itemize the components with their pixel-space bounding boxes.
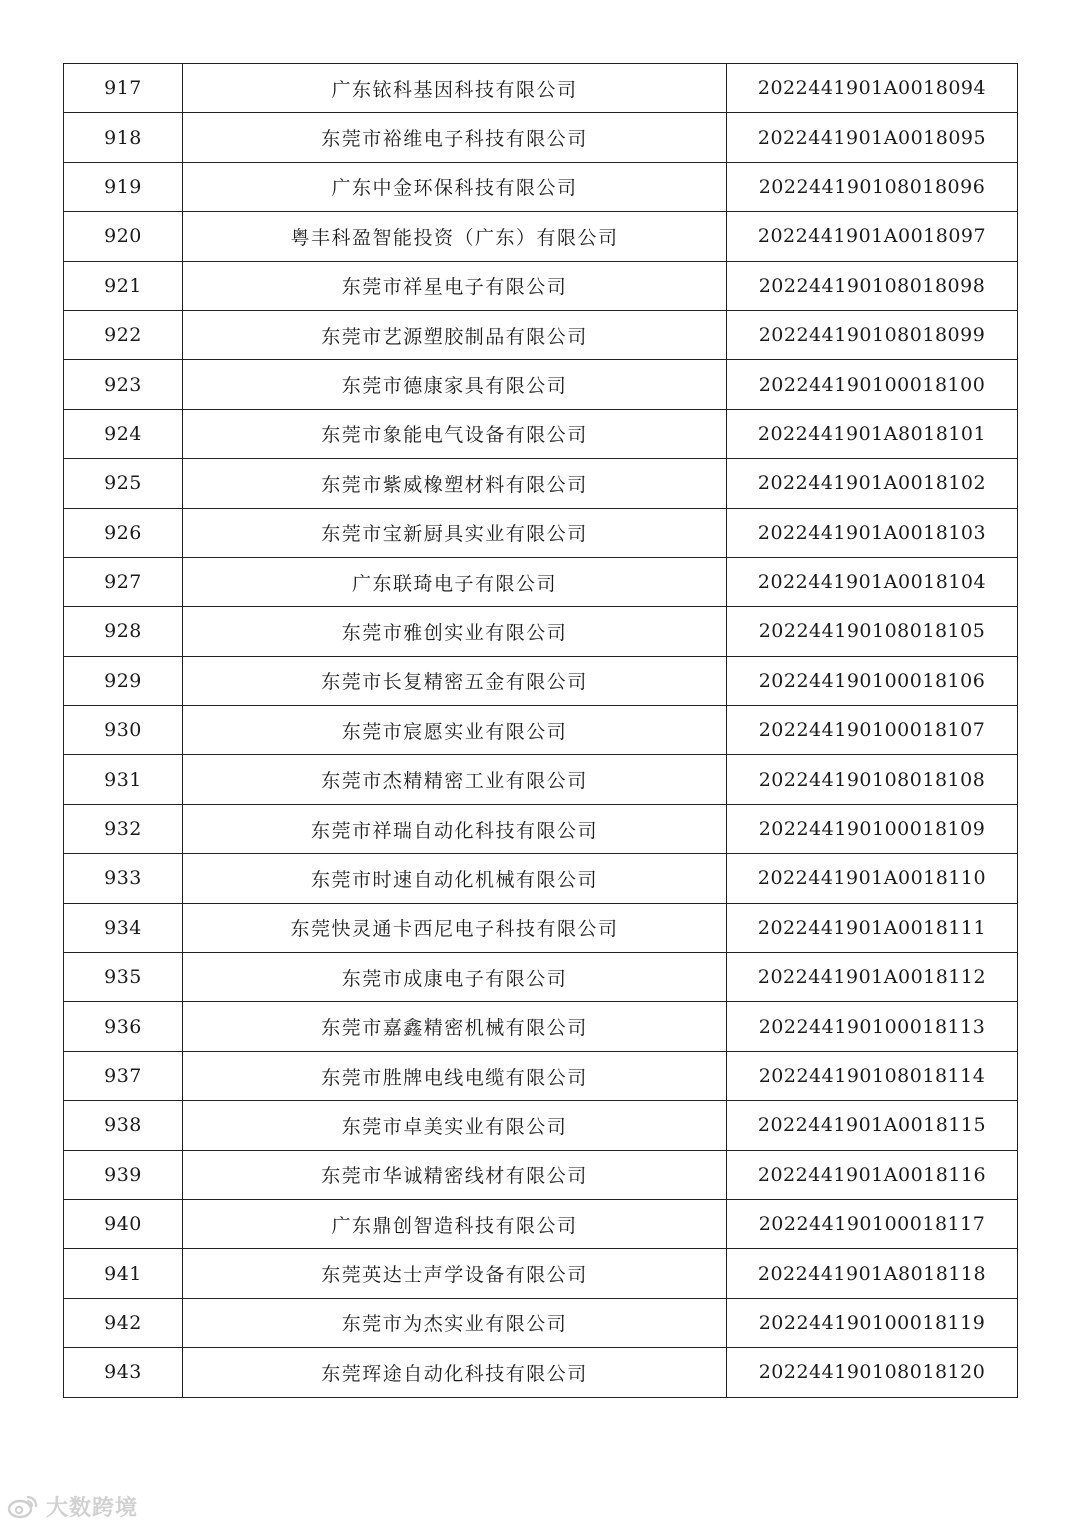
registration-code-cell: 202244190108018105 [727, 607, 1018, 656]
row-number-cell: 926 [64, 508, 183, 557]
registration-code-cell: 2022441901A0018115 [727, 1101, 1018, 1150]
company-name-cell: 东莞市长复精密五金有限公司 [183, 656, 727, 705]
weibo-logo-icon [6, 1493, 40, 1519]
table-row [64, 903, 1018, 952]
table-body [64, 64, 1018, 1398]
row-number-cell: 938 [64, 1101, 183, 1150]
table-row [64, 113, 1018, 162]
table-row [64, 1051, 1018, 1100]
registration-code-cell: 202244190100018113 [727, 1002, 1018, 1051]
table-row [64, 706, 1018, 755]
row-number-cell: 929 [64, 656, 183, 705]
company-name-cell: 东莞市华诚精密线材有限公司 [183, 1150, 727, 1199]
registration-code-cell: 202244190108018098 [727, 261, 1018, 310]
table-row [64, 607, 1018, 656]
row-number-cell: 924 [64, 409, 183, 458]
company-name-cell: 东莞市象能电气设备有限公司 [183, 409, 727, 458]
company-name-cell: 东莞市艺源塑胶制品有限公司 [183, 310, 727, 359]
table-row [64, 1199, 1018, 1248]
row-number-cell: 933 [64, 854, 183, 903]
row-number-cell: 925 [64, 459, 183, 508]
company-name-cell: 东莞市裕维电子科技有限公司 [183, 113, 727, 162]
registration-code-cell: 202244190108018114 [727, 1051, 1018, 1100]
registration-code-cell: 2022441901A0018102 [727, 459, 1018, 508]
company-name-cell: 东莞市祥星电子有限公司 [183, 261, 727, 310]
table-row [64, 360, 1018, 409]
registration-code-cell: 2022441901A0018103 [727, 508, 1018, 557]
registration-code-cell: 202244190100018107 [727, 706, 1018, 755]
table-row [64, 64, 1018, 113]
registration-code-cell: 2022441901A8018101 [727, 409, 1018, 458]
company-name-cell: 东莞市紫威橡塑材料有限公司 [183, 459, 727, 508]
company-name-cell: 广东联琦电子有限公司 [183, 557, 727, 606]
registration-code-cell: 2022441901A0018111 [727, 903, 1018, 952]
table-row [64, 854, 1018, 903]
registration-code-cell: 202244190108018120 [727, 1348, 1018, 1397]
registration-code-cell: 2022441901A0018094 [727, 64, 1018, 113]
row-number-cell: 927 [64, 557, 183, 606]
registration-code-cell: 202244190108018096 [727, 162, 1018, 211]
registration-code-cell: 2022441901A0018095 [727, 113, 1018, 162]
row-number-cell: 931 [64, 755, 183, 804]
company-name-cell: 广东铱科基因科技有限公司 [183, 64, 727, 113]
row-number-cell: 941 [64, 1249, 183, 1298]
table-row [64, 1101, 1018, 1150]
company-name-cell: 东莞珲途自动化科技有限公司 [183, 1348, 727, 1397]
company-name-cell: 东莞市时速自动化机械有限公司 [183, 854, 727, 903]
company-name-cell: 粤丰科盈智能投资（广东）有限公司 [183, 212, 727, 261]
table-row [64, 1348, 1018, 1397]
row-number-cell: 942 [64, 1298, 183, 1347]
row-number-cell: 940 [64, 1199, 183, 1248]
registration-code-cell: 202244190100018117 [727, 1199, 1018, 1248]
company-name-cell: 东莞市杰精精密工业有限公司 [183, 755, 727, 804]
registration-code-cell: 202244190100018109 [727, 804, 1018, 853]
row-number-cell: 923 [64, 360, 183, 409]
table-row [64, 310, 1018, 359]
registration-code-cell: 202244190100018119 [727, 1298, 1018, 1347]
registration-code-cell: 202244190100018106 [727, 656, 1018, 705]
row-number-cell: 919 [64, 162, 183, 211]
company-name-cell: 东莞市为杰实业有限公司 [183, 1298, 727, 1347]
table-row [64, 1002, 1018, 1051]
registration-code-cell: 2022441901A0018110 [727, 854, 1018, 903]
company-name-cell: 东莞市雅创实业有限公司 [183, 607, 727, 656]
row-number-cell: 943 [64, 1348, 183, 1397]
table-row [64, 1298, 1018, 1347]
watermark [6, 1491, 138, 1521]
company-name-cell: 东莞市卓美实业有限公司 [183, 1101, 727, 1150]
registration-code-cell: 202244190108018099 [727, 310, 1018, 359]
company-name-cell: 广东鼎创智造科技有限公司 [183, 1199, 727, 1248]
registration-code-cell: 2022441901A0018104 [727, 557, 1018, 606]
table-row [64, 755, 1018, 804]
registration-code-cell: 2022441901A0018097 [727, 212, 1018, 261]
table-row [64, 1150, 1018, 1199]
registration-code-cell: 202244190100018100 [727, 360, 1018, 409]
row-number-cell: 921 [64, 261, 183, 310]
company-name-cell: 东莞市宝新厨具实业有限公司 [183, 508, 727, 557]
table-row [64, 508, 1018, 557]
company-name-cell: 东莞市德康家具有限公司 [183, 360, 727, 409]
company-name-cell: 广东中金环保科技有限公司 [183, 162, 727, 211]
row-number-cell: 920 [64, 212, 183, 261]
table-row [64, 162, 1018, 211]
company-name-cell: 东莞市胜牌电线电缆有限公司 [183, 1051, 727, 1100]
table-row [64, 953, 1018, 1002]
table-row [64, 656, 1018, 705]
row-number-cell: 917 [64, 64, 183, 113]
company-name-cell: 东莞市祥瑞自动化科技有限公司 [183, 804, 727, 853]
registration-code-cell: 2022441901A0018112 [727, 953, 1018, 1002]
table-row [64, 261, 1018, 310]
registration-code-cell: 2022441901A0018116 [727, 1150, 1018, 1199]
company-name-cell: 东莞市嘉鑫精密机械有限公司 [183, 1002, 727, 1051]
company-registry-table [63, 63, 1018, 1398]
row-number-cell: 918 [64, 113, 183, 162]
company-name-cell: 东莞市成康电子有限公司 [183, 953, 727, 1002]
watermark-text: 大数跨境 [46, 1495, 139, 1521]
company-name-cell: 东莞市宸愿实业有限公司 [183, 706, 727, 755]
row-number-cell: 936 [64, 1002, 183, 1051]
table-row [64, 409, 1018, 458]
table-row [64, 804, 1018, 853]
table-row [64, 1249, 1018, 1298]
row-number-cell: 922 [64, 310, 183, 359]
registration-code-cell: 2022441901A8018118 [727, 1249, 1018, 1298]
row-number-cell: 937 [64, 1051, 183, 1100]
row-number-cell: 930 [64, 706, 183, 755]
row-number-cell: 939 [64, 1150, 183, 1199]
table-row [64, 459, 1018, 508]
row-number-cell: 934 [64, 903, 183, 952]
row-number-cell: 935 [64, 953, 183, 1002]
row-number-cell: 932 [64, 804, 183, 853]
company-name-cell: 东莞英达士声学设备有限公司 [183, 1249, 727, 1298]
row-number-cell: 928 [64, 607, 183, 656]
table-row [64, 557, 1018, 606]
registration-code-cell: 202244190108018108 [727, 755, 1018, 804]
company-name-cell: 东莞快灵通卡西尼电子科技有限公司 [183, 903, 727, 952]
table-row [64, 212, 1018, 261]
